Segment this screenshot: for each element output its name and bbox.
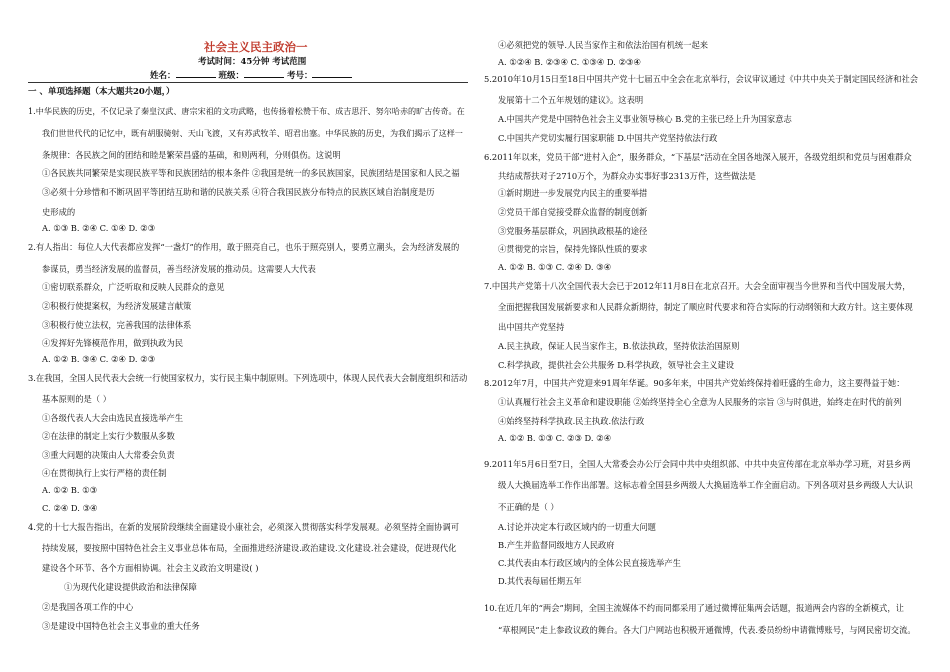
q3-options-cd: C. ②④ D. ③④	[42, 503, 98, 513]
q4-item3: ③是建设中国特色社会主义事业的重大任务	[42, 621, 200, 631]
q8-options: A. ①② B. ①③ C. ②③ D. ②④	[498, 433, 612, 443]
q2-line1: 2.有人指出：每位人大代表都应发挥“一盏灯”的作用，敢于照亮自己，也乐于照亮别人，要勇立潮头，会为经济发展的	[28, 242, 460, 252]
q3-item3: ③重大问题的决策由人大常委会负责	[42, 450, 175, 460]
q6-line2: 共结成帮扶对子2710万个，为群众办实事好事2313万件，这些做法是	[498, 171, 756, 181]
q2-item2: ②积极行使提案权，为经济发展建言献策	[42, 301, 192, 311]
class-label: 班级：	[218, 71, 244, 81]
section-heading: 一 、单项选择题（本大题共20小题，）	[28, 87, 175, 97]
q5-line1: 5.2010年10月15日至18日中国共产党十七届五中全会在北京举行，会议审议通过《中共中央关于制定国民经济和社会	[484, 74, 919, 84]
q2-item1: ①密切联系群众，广泛听取和反映人民群众的意见	[42, 282, 225, 292]
q6-options: A. ①② B. ①③ C. ②④ D. ③④	[498, 262, 612, 272]
q5-line2: 发展第十二个五年规划的建议》。这表明	[498, 95, 644, 105]
q1-line5: ③必须十分珍惜和不断巩固平等团结互助和谐的民族关系 ④符合我国民族分布特点的民族区域自治制度是历	[42, 187, 435, 197]
q9-option-a: A.讨论并决定本行政区域内的一切重大问题	[498, 522, 656, 532]
q7-line3: 出中国共产党坚持	[498, 322, 565, 332]
q9-option-d: D.其代表每届任期五年	[498, 576, 582, 586]
q8-line3: ④始终坚持科学执政.民主执政.依法行政	[498, 416, 645, 426]
q9-option-b: B.产生并监督同级地方人民政府	[498, 540, 615, 550]
q3-item4: ④在贯彻执行上实行严格的责任制	[42, 468, 167, 478]
page-title: 社会主义民主政治一	[204, 40, 308, 54]
q8-line1: 8.2012年7月，中国共产党迎来91周年华诞。90多年来，中国共产党始终保持着旺盛的生命力，这主要得益于她：	[484, 378, 905, 388]
q7-line2: 全面把握我国发展新要求和人民群众新期待，制定了顺应时代要求和符合实际的行动纲领和大政方针。这主要体现	[498, 302, 913, 312]
student-info-line	[150, 69, 352, 82]
q2-item4: ④发挥好先锋模范作用，做到执政为民	[42, 338, 184, 348]
q2-line2: 参谋员，勇当经济发展的监督员，善当经济发展的推动员。这需要人大代表	[42, 264, 316, 274]
q1-line3: 条规律：各民族之间的团结和睦是繁荣昌盛的基础，和则两利，分则俱伤。这说明	[42, 150, 341, 160]
class-blank[interactable]	[244, 69, 284, 78]
q4-line1: 4.党的十七大报告指出，在新的发展阶段继续全面建设小康社会，必须深入贯彻落实科学发展观。必须坚持全面协调可	[28, 522, 460, 532]
q7-options-cd: C.科学执政，提供社会公共服务 D.科学执政，领导社会主义建设	[498, 360, 735, 370]
q9-line2: 级人大换届选举工作作出部署。这标志着全国县乡两级人大换届选举工作全面启动。下列各项对县乡两级人大认识	[498, 480, 913, 490]
q6-item4: ④贯彻党的宗旨，保持先锋队性质的要求	[498, 244, 648, 254]
q8-line2: ①认真履行社会主义革命和建设职能 ②始终坚持全心全意为人民服务的宗旨 ③与时俱进，始终走在时代的前列	[498, 397, 902, 407]
q4-item1: ①为现代化建设提供政治和法律保障	[64, 582, 197, 592]
q4-item2: ②是我国各项工作的中心	[42, 602, 134, 612]
q4-options: A. ①②④ B. ②③④ C. ①③④ D. ②③④	[498, 57, 641, 67]
name-blank[interactable]	[176, 69, 216, 78]
q1-options: A. ①③ B. ②④ C. ①④ D. ②③	[42, 223, 156, 233]
q6-line1: 6.2011年以来，党员干部“进村入企”，服务群众，“下基层”活动在全国各地深入展开，各级党组织和党员与困难群众	[484, 152, 912, 162]
q5-options-ab: A.中国共产党是中国特色社会主义事业领导核心 B.党的主张已经上升为国家意志	[498, 114, 792, 124]
q3-item2: ②在法律的制定上实行少数服从多数	[42, 431, 175, 441]
q3-line1: 3.在我国，全国人民代表大会统一行使国家权力，实行民主集中制原则。下列选项中，体现人民代表大会制度组织和活动	[28, 373, 468, 383]
q2-options: A. ①② B. ③④ C. ②④ D. ②③	[42, 354, 156, 364]
q6-item1: ①新时期进一步发展党内民主的重要举措	[498, 188, 648, 198]
q4-line2: 持续发展，要按照中国特色社会主义事业总体布局，全面推进经济建设.政治建设.文化建设.社会建设，促进现代化	[42, 543, 457, 553]
q1-line1: 1.中华民族的历史，不仅记录了秦皇汉武、唐宗宋祖的文功武略，也传扬着松赞干布、成吉思汗、努尔哈赤的旷古传奇。在	[28, 106, 465, 116]
q4-line3: 建设各个环节、各个方面相协调。社会主义政治文明建设( )	[42, 563, 259, 573]
q9-option-c: C.其代表由本行政区域内的全体公民直接选举产生	[498, 558, 681, 568]
q7-line1: 7.中国共产党第十八次全国代表大会已于2012年11月8日在北京召开。大会全面审视当今世界和当代中国发展大势，	[484, 281, 911, 291]
q6-item2: ②党员干部自觉接受群众监督的制度创新	[498, 207, 648, 217]
q9-line1: 9.2011年5月6日至7日，全国人大常委会办公厅会同中共中央组织部、中共中央宣传部在北京举办学习班，对县乡两	[484, 459, 911, 469]
q7-options-ab: A.民主执政，保证人民当家作主，B.依法执政，坚持依法治国原则	[498, 341, 740, 351]
q3-line2: 基本原则的是（ ）	[42, 394, 112, 404]
name-label: 姓名：	[150, 71, 176, 81]
q4-item4: ④必须把党的领导.人民当家作主和依法治国有机统一起来	[498, 40, 709, 50]
exam-info: 考试时间：45分钟 考试范围	[198, 57, 307, 67]
q3-options-ab: A. ①② B. ①③	[42, 485, 98, 495]
q6-item3: ③党服务基层群众，巩固执政根基的途径	[498, 226, 648, 236]
q2-item3: ③积极行使立法权，完善我国的法律体系	[42, 320, 192, 330]
q10-line2: “草根网民”走上参政议政的舞台。各大门户网站也积极开通微博，代表.委员纷纷申请微博账号，与网民密切交流。	[498, 625, 916, 635]
q10-line1: 10.在近几年的“两会”期间，全国主流媒体不约而同都采用了通过微博征集两会话题，报道两会内容的全新模式，让	[484, 603, 904, 613]
q1-line4: ①各民族共同繁荣是实现民族平等和民族团结的根本条件 ②我国是统一的多民族国家，民族团结是国家和人民之福	[42, 168, 460, 178]
q1-line6: 史形成的	[42, 207, 76, 217]
id-label: 考号：	[286, 71, 313, 81]
q1-line2: 我们世世代代的记忆中，既有胡服骑射、天山飞渡，又有苏武牧羊、昭君出塞。中华民族的历史，为我们揭示了这样一	[42, 128, 463, 138]
id-blank[interactable]	[312, 69, 352, 78]
q5-options-cd: C.中国共产党切实履行国家职能 D.中国共产党坚持依法行政	[498, 133, 718, 143]
header-divider	[28, 82, 468, 83]
q9-line3: 不正确的是（ ）	[498, 502, 559, 512]
q3-item1: ①各级代表人大会由选民直接选举产生	[42, 413, 184, 423]
